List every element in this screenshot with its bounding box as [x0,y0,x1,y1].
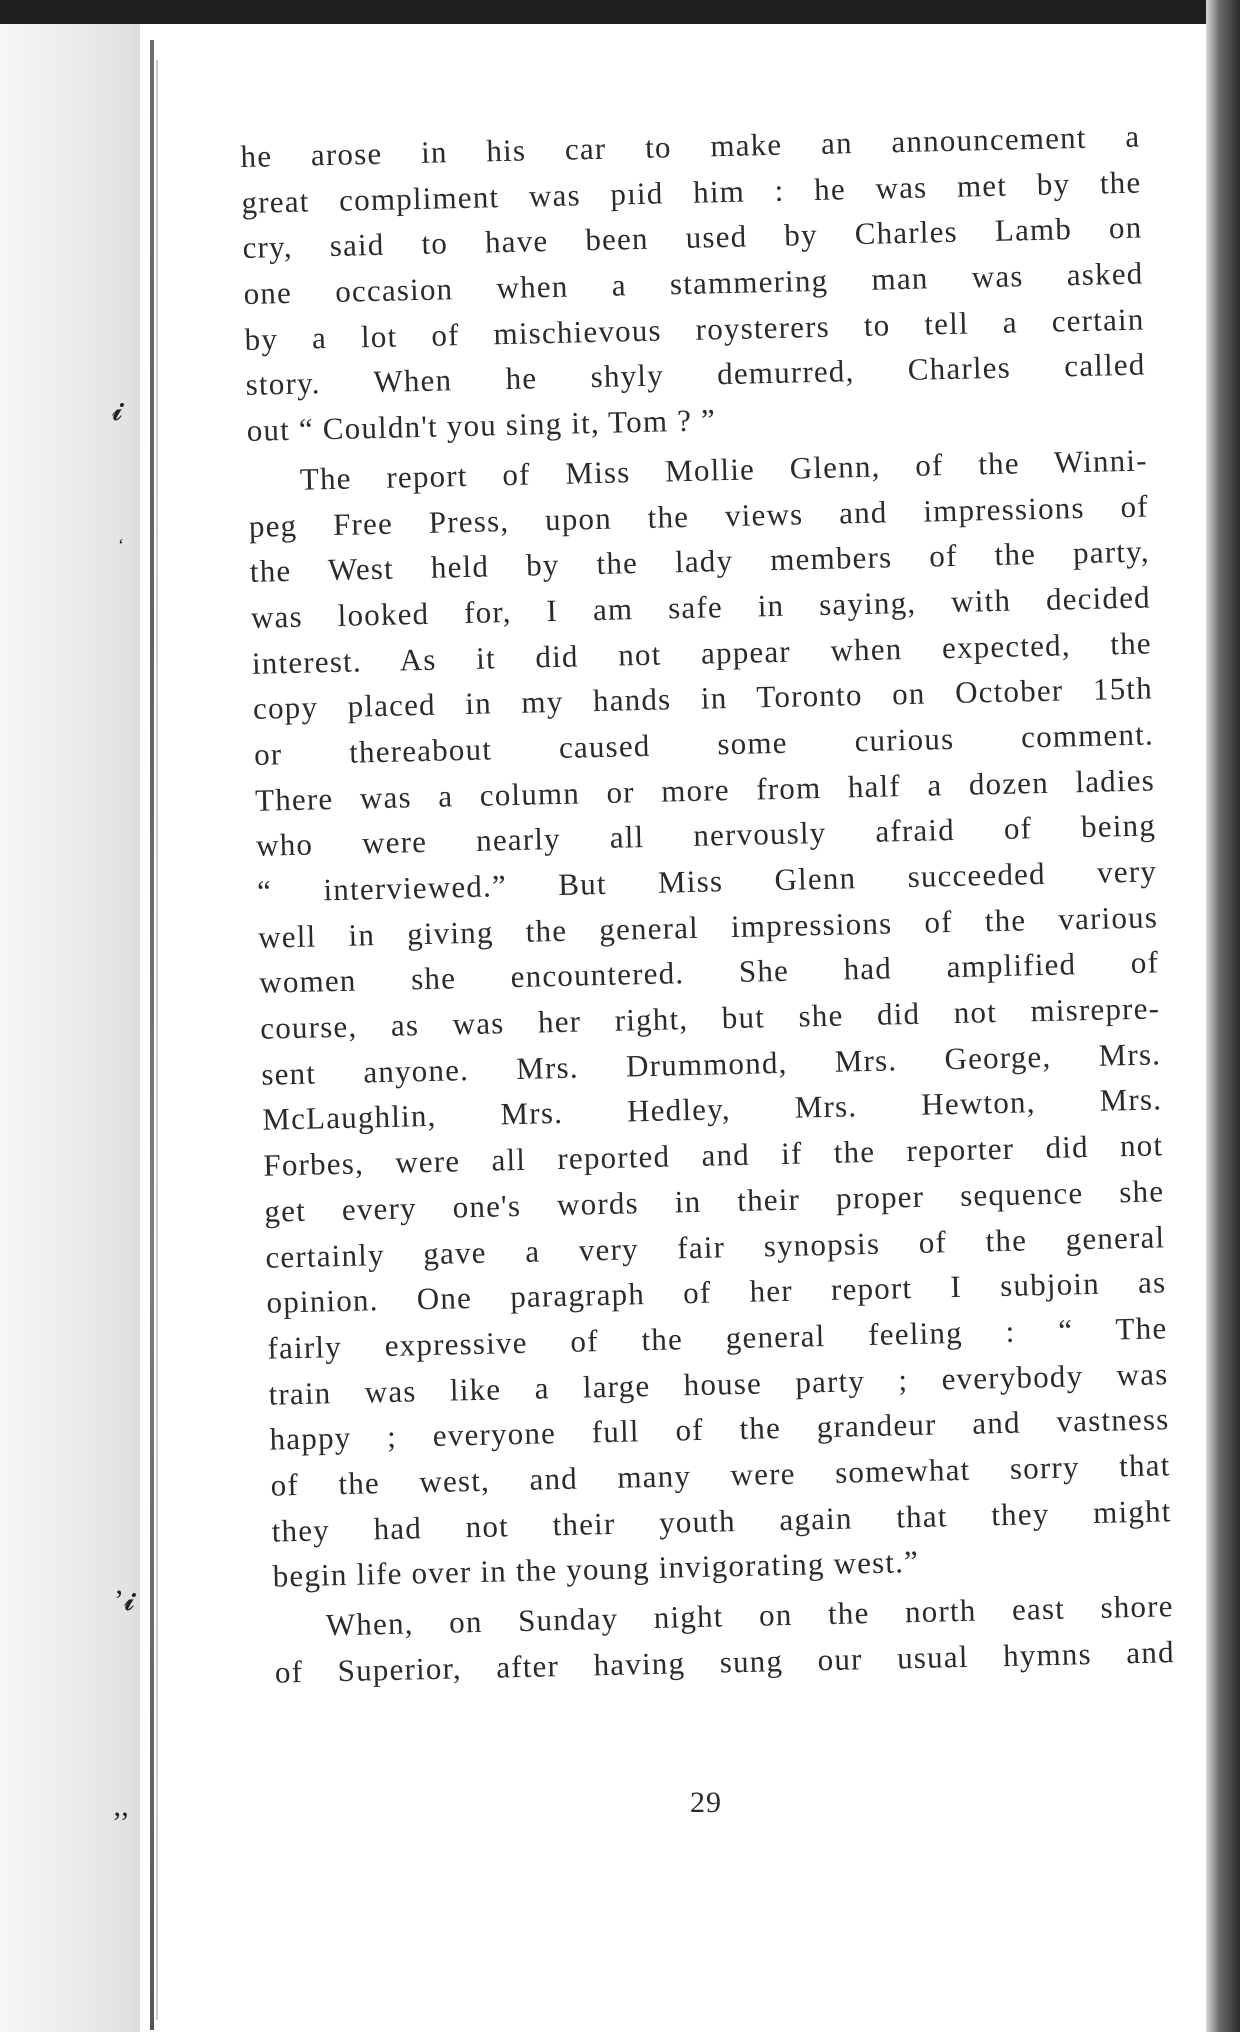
text-line: opinion. One paragraph of her report I subjoin as [266,1264,1167,1320]
scan-left-margin [0,24,140,2032]
text-line: who were nearly all nervously afraid of being [255,807,1157,864]
text-line: of the west, and many were somewhat sorry that [270,1447,1171,1503]
text-line: out “ Couldn't you sing it, Tom ? ” [246,402,717,449]
scan-right-border [1206,0,1240,2032]
text-line: copy placed in my hands in Toronto on October 15th [252,670,1154,727]
text-line: train was like a large house party ; everybody was [268,1355,1169,1412]
text-line: was looked for, I am safe in saying, with decided [250,579,1152,635]
text-line: course, as was her right, but she did not misrepre- [259,990,1161,1046]
text-line: “ interviewed.” But Miss Glenn succeeded very [256,853,1158,909]
book-gutter-shadow [156,60,158,2020]
text-line: happy ; everyone full of the grandeur and vastness [269,1401,1170,1457]
page-text-block [240,114,1175,1695]
text-line: interest. As it did not appear when expected, the [251,625,1153,681]
text-line: There was a column or more from half a dozen ladies [254,762,1156,818]
book-gutter [150,40,154,2030]
text-line: fairly expressive of the general feeling : “ The [267,1310,1168,1366]
text-line: peg Free Press, upon the views and impressions of [248,487,1150,544]
text-line: one occasion when a stammering man was asked [243,255,1144,312]
text-line: he arose in his car to make an announcement a [240,118,1141,174]
text-line: the West held by the lady members of the party, [249,533,1151,590]
text-line: or thereabout caused some curious comment. [253,716,1155,772]
gutter-mark: ‘ [118,535,124,555]
gutter-mark: ’’ [112,1806,130,1839]
text-line: certainly gave a very fair synopsis of the general [265,1218,1166,1275]
text-line: by a lot of mischievous roysterers to tell a cеrtain [244,301,1145,357]
text-line: get every one's words in their proper sequence she [264,1173,1165,1229]
text-line: well in giving the general impressions of the various [257,899,1159,955]
text-line: The report of Miss Mollie Glenn, of the Winni- [299,442,1149,497]
text-line: women she encountered. She had amplified of [258,944,1160,1001]
text-line: sent anyone. Mrs. Drummond, Mrs. George, Mrs. [260,1036,1162,1092]
text-line: story. When he shyly demurred, Charles called [245,346,1146,403]
text-line: begin life over in the young invigorating west.” [272,1544,920,1594]
gutter-mark: 𝓲 [112,394,123,427]
text-line: great compliment was pıid him : he was met by the [241,164,1142,220]
gutter-mark: ’𝓲 [114,1584,135,1617]
text-line: of Superior, after having sung our usual hymns and [274,1633,1176,1690]
page-number: 29 [690,1786,722,1819]
text-line: cry, said to have been used by Charles Lamb on [242,209,1143,266]
text-line: When, on Sunday night on the north east shore [325,1588,1175,1643]
scan-top-border [0,0,1240,24]
text-line: they had not their youth again that they might [271,1492,1172,1549]
text-line: Forbes, were all reported and if the reporter did not [263,1127,1164,1183]
text-line: McLaughlin, Mrs. Hedley, Mrs. Hewton, Mrs. [261,1081,1163,1138]
